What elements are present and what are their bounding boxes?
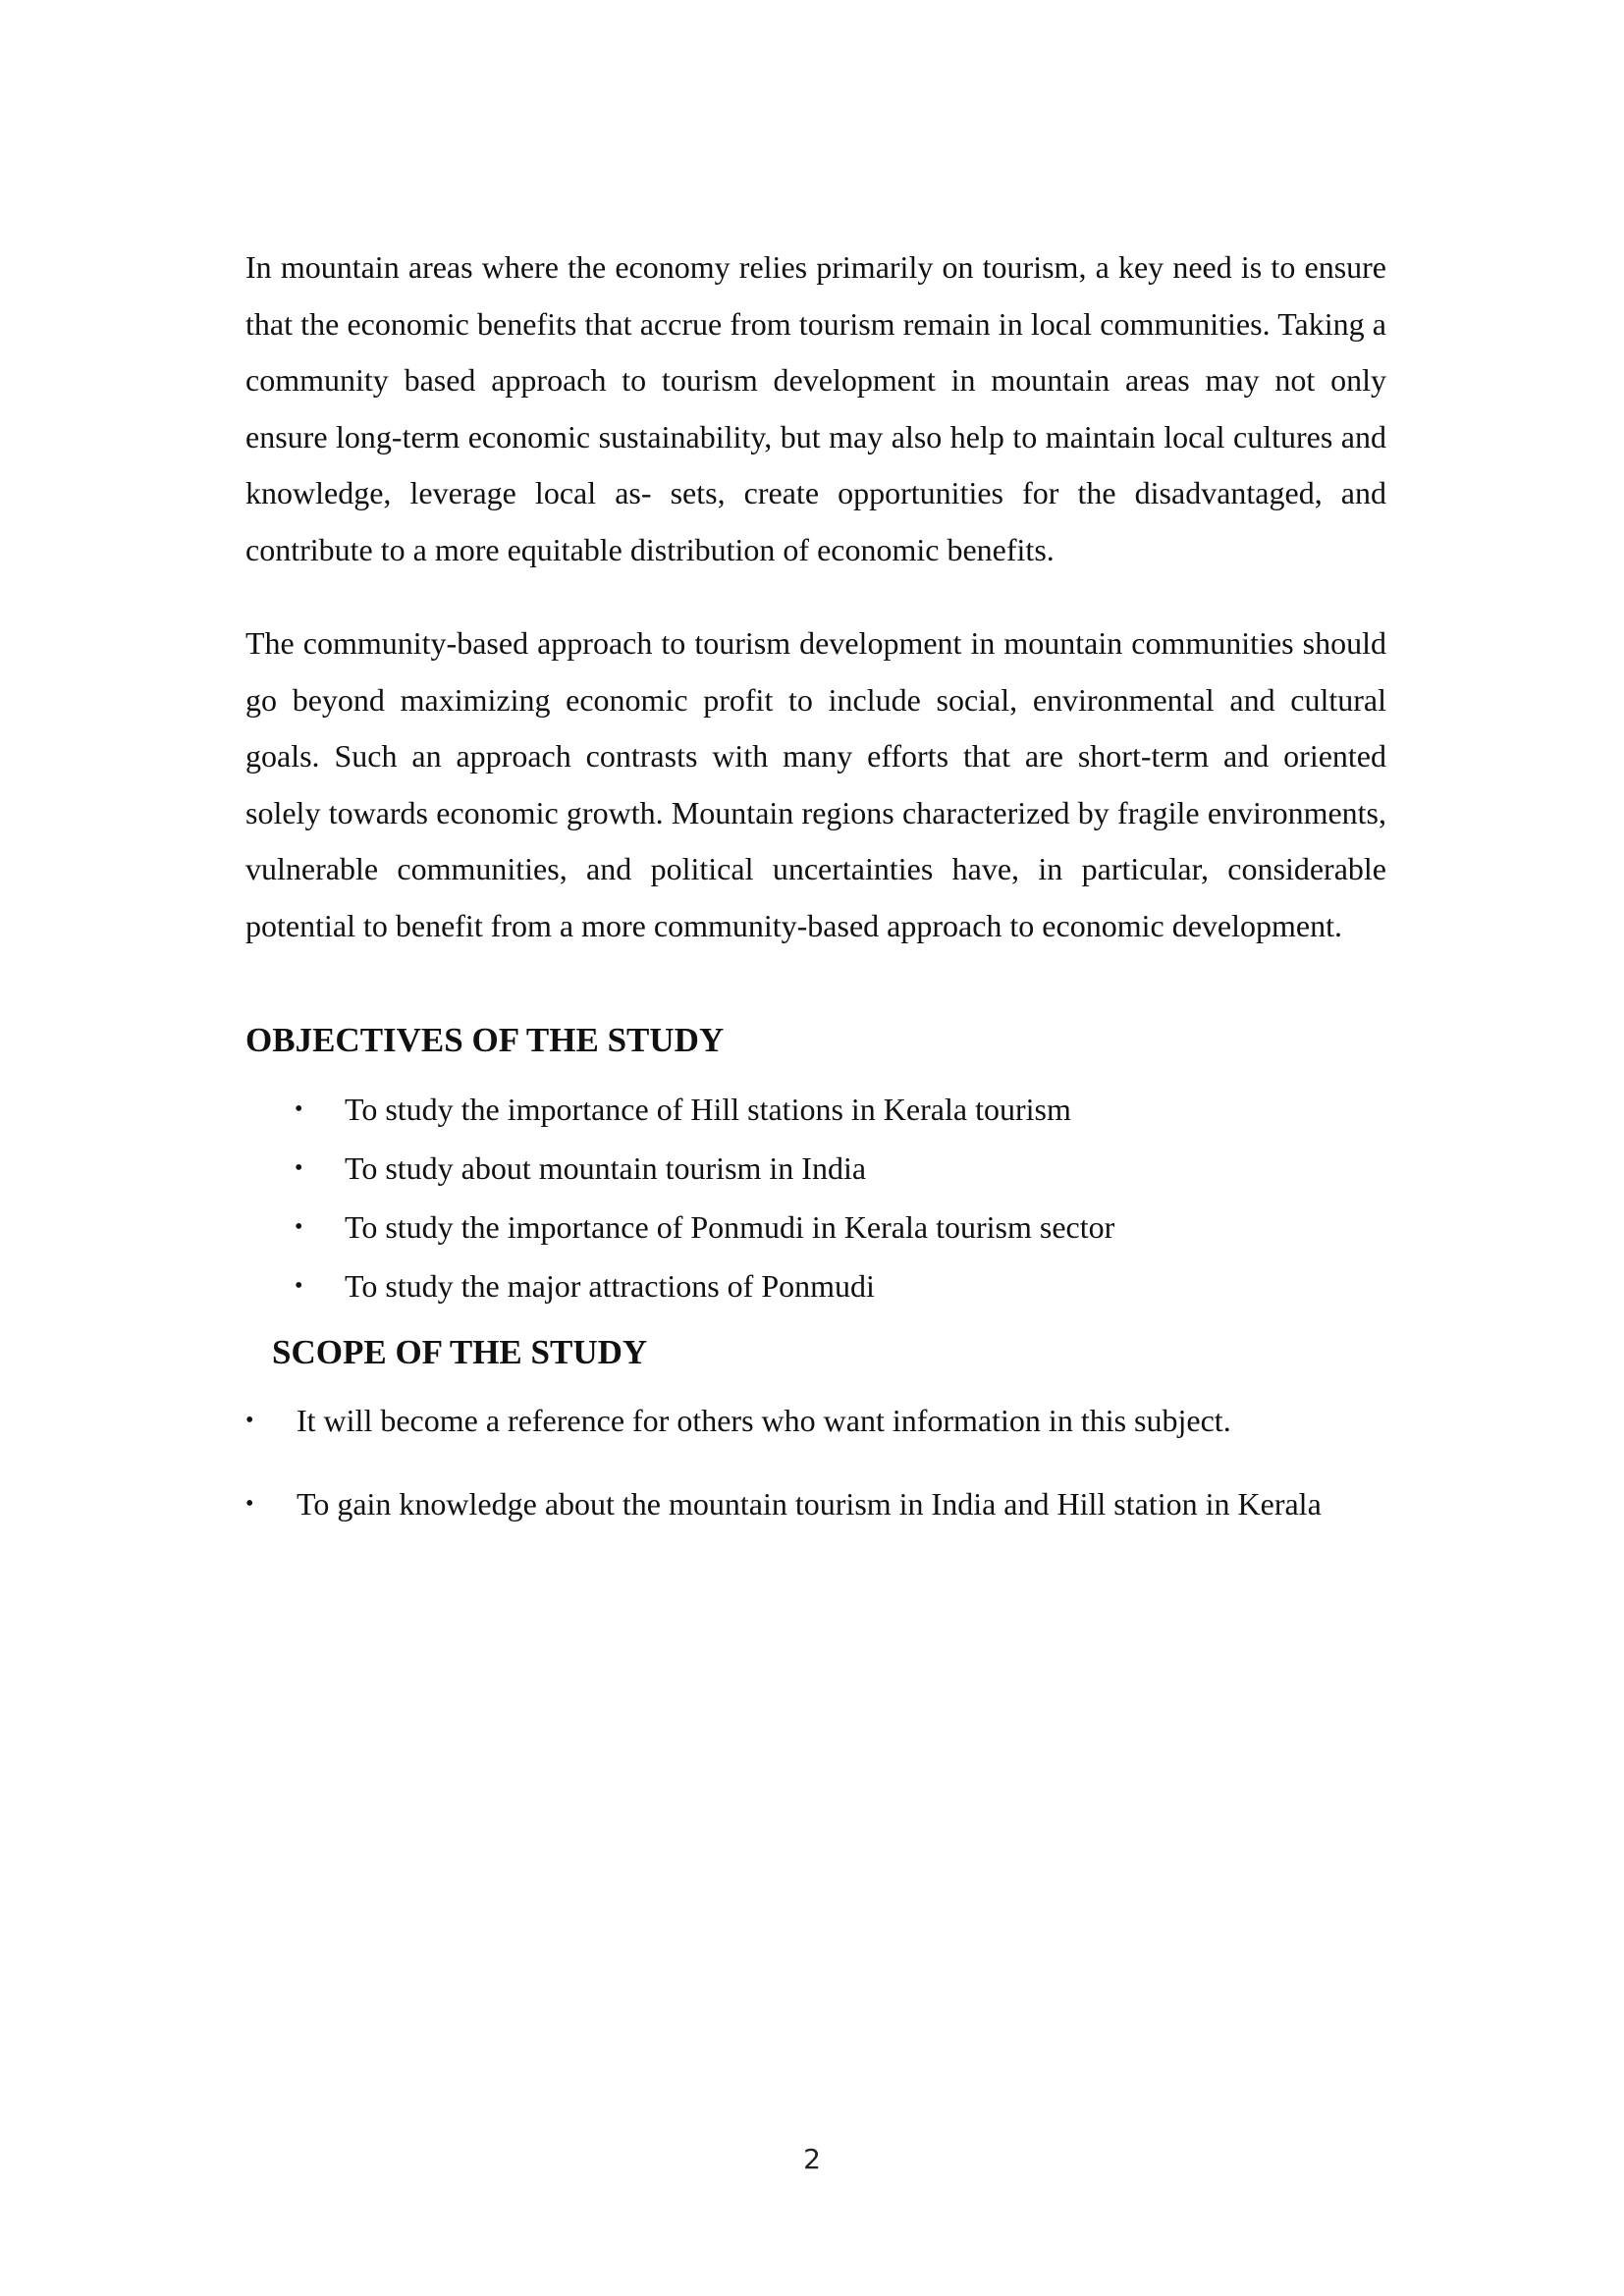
bullet-icon: • <box>245 1491 254 1517</box>
scope-list <box>245 1396 1386 1528</box>
intro-paragraph-2: The community-based approach to tourism development in mountain communities should go beyond maximizing economic profit to include social, environmental and cultural goals. Such an approach contrasts with many efforts that are short-term and oriented solely towards economic growth. Mountain regions characterized by fragile environments, vulnerable communities, and political uncertainties have, in particular, considerable potential to benefit from a more community-based approach to economic development. <box>245 625 1386 943</box>
list-item <box>245 1396 1386 1445</box>
list-item <box>245 1198 1386 1256</box>
bullet-icon: • <box>295 1155 303 1181</box>
bullet-icon: • <box>245 1408 254 1433</box>
bullet-icon: • <box>295 1096 303 1122</box>
scope-text: It will become a reference for others who want information in this subject. <box>297 1403 1231 1438</box>
list-item <box>245 1256 1386 1315</box>
objective-text: To study the importance of Ponmudi in Kerala tourism sector <box>345 1209 1115 1245</box>
list-item <box>245 1479 1386 1528</box>
objectives-list <box>245 1080 1386 1315</box>
page-content <box>245 240 1386 1528</box>
list-item <box>245 1139 1386 1198</box>
objective-text: To study about mountain tourism in India <box>345 1150 867 1186</box>
scope-heading: SCOPE OF THE STUDY <box>272 1333 648 1371</box>
objective-text: To study the major attractions of Ponmudi <box>345 1268 875 1304</box>
bullet-icon: • <box>295 1214 303 1240</box>
intro-paragraph-1: In mountain areas where the economy relies primarily on tourism, a key need is to ensure that the economic benefits that accrue from tourism remain in local communities. Taking a community based approach to tourism development in mountain areas may not only ensure long-term economic sustainability, but may also help to maintain local cultures and knowledge, leverage local as- sets, create opportunities for the disadvantaged, and contribute to a more equitable distribution of economic benefits. <box>245 249 1386 567</box>
list-item <box>245 1080 1386 1139</box>
page-number: 2 <box>803 2143 821 2175</box>
bullet-icon: • <box>295 1273 303 1299</box>
scope-text: To gain knowledge about the mountain tourism in India and Hill station in Kerala <box>297 1486 1322 1522</box>
objective-text: To study the importance of Hill stations in Kerala tourism <box>345 1092 1071 1127</box>
objectives-heading: OBJECTIVES OF THE STUDY <box>245 1021 725 1059</box>
